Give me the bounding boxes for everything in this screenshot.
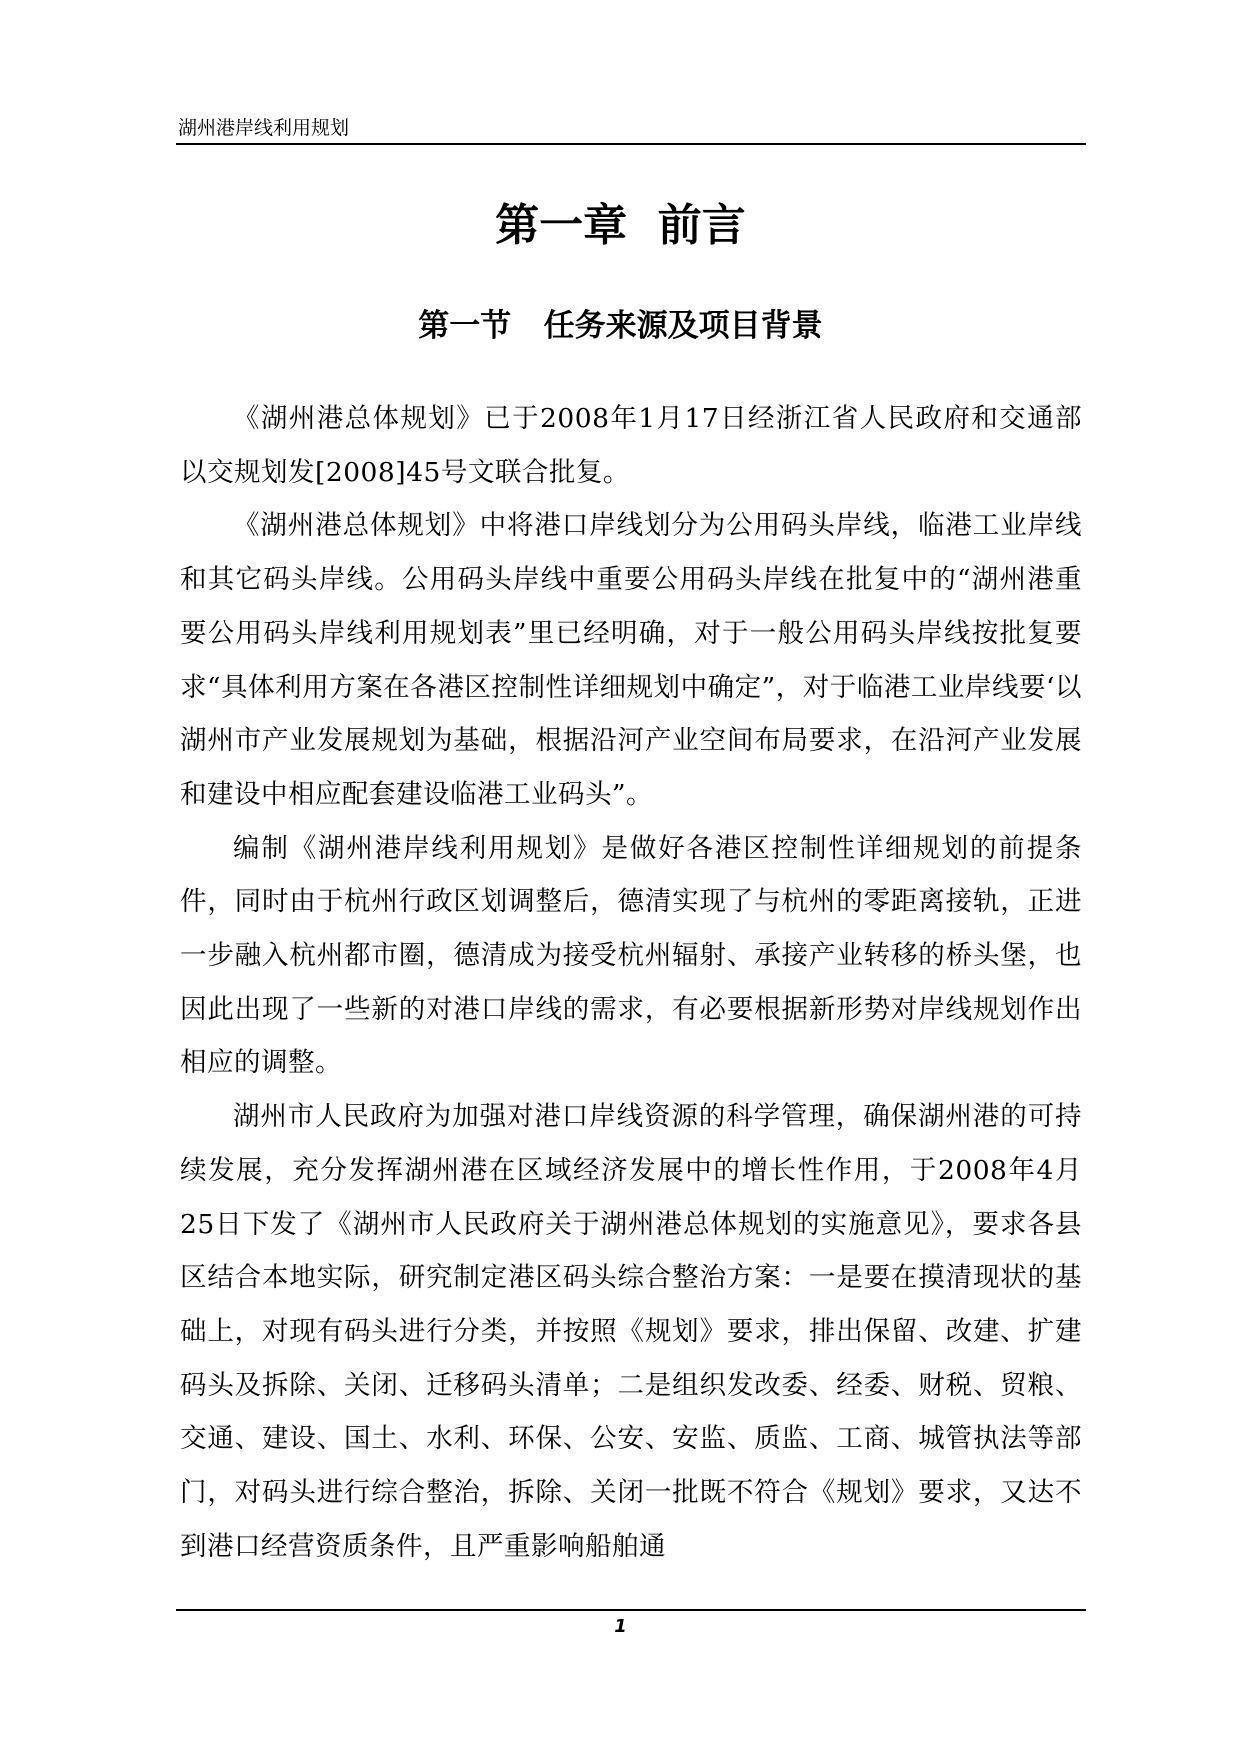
paragraph-1: 《湖州港总体规划》已于2008年1月17日经浙江省人民政府和交通部以交规划发[2008]45号文联合批复。	[180, 403, 1082, 488]
section-title: 第一节 任务来源及项目背景	[418, 308, 823, 344]
paragraph-2: 《湖州港总体规划》中将港口岸线划分为公用码头岸线，临港工业岸线和其它码头岸线。公用码头岸线中重要公用码头岸线在批复中的“湖州港重要公用码头岸线利用规划表”里已经明确，对于一般公用码头岸线按批复要求“具体利用方案在各港区控制性详细规划中确定”，对于临港工业岸线要‘以湖州市产业发展规划为基础，根据沿河产业空间布局要求，在沿河产业发展和建设中相应配套建设临港工业码头”。	[180, 510, 1082, 810]
running-header: 湖州港岸线利用规划	[178, 117, 350, 139]
chapter-title: 第一章 前言	[495, 200, 746, 251]
footer-divider	[176, 1609, 1086, 1611]
page-number: 1	[614, 1616, 627, 1637]
paragraph-3: 编制《湖州港岸线利用规划》是做好各港区控制性详细规划的前提条件，同时由于杭州行政区划调整后，德清实现了与杭州的零距离接轨，正进一步融入杭州都市圈，德清成为接受杭州辐射、承接产业转移的桥头堡，也因此出现了一些新的对港口岸线的需求，有必要根据新形势对岸线规划作出相应的调整。	[180, 832, 1082, 1079]
body-text	[180, 392, 1082, 1573]
paragraph-4: 湖州市人民政府为加强对港口岸线资源的科学管理，确保湖州港的可持续发展，充分发挥湖州港在区域经济发展中的增长性作用，于2008年4月25日下发了《湖州市人民政府关于湖州港总体规划的实施意见》，要求各县区结合本地实际，研究制定港区码头综合整治方案：一是要在摸清现状的基础上，对现有码头进行分类，并按照《规划》要求，排出保留、改建、扩建码头及拆除、关闭、迁移码头清单；二是组织发改委、经委、财税、贸粮、交通、建设、国土、水利、环保、公安、安监、质监、工商、城管执法等部门，对码头进行综合整治，拆除、关闭一批既不符合《规划》要求，又达不到港口经营资质条件，且严重影响船舶通	[180, 1101, 1082, 1562]
header-divider	[176, 143, 1086, 145]
